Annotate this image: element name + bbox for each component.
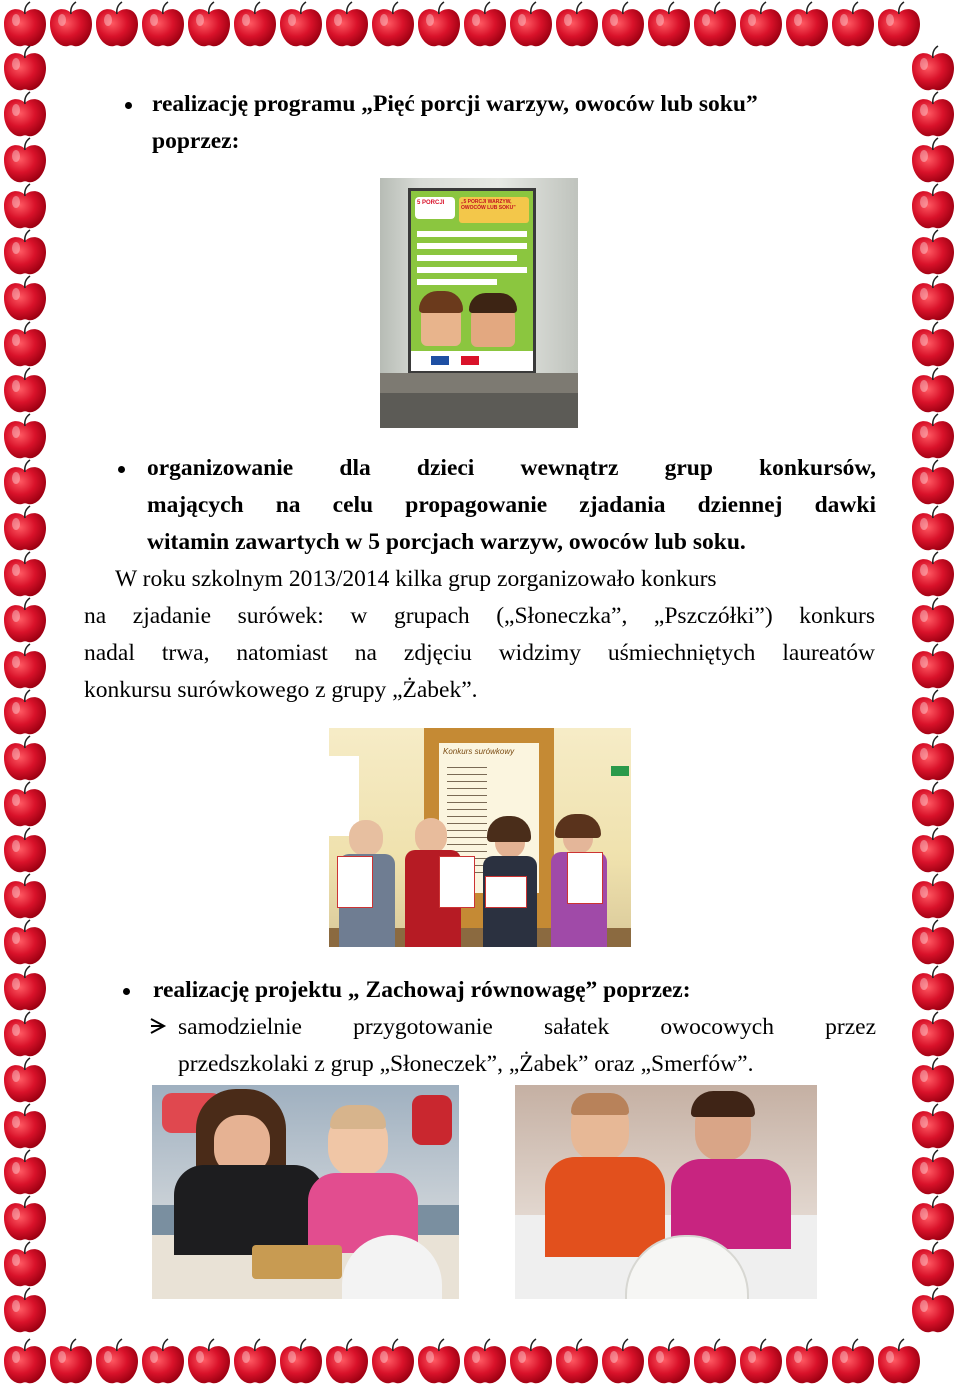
apple-icon (0, 688, 50, 738)
apple-icon (0, 734, 50, 784)
section3-sub-line2: przedszkolaki z grup „Słoneczek”, „Żabek” oraz „Smerfów”. (178, 1051, 754, 1077)
apple-icon (184, 1337, 234, 1387)
apple-icon (92, 0, 142, 50)
apple-icon (414, 0, 464, 50)
apple-icon (322, 0, 372, 50)
section3-heading: realizację projektu „ Zachowaj równowagę” poprzez: (153, 977, 691, 1003)
apple-icon (908, 550, 958, 600)
apple-icon (736, 1337, 786, 1387)
apple-icon (276, 1337, 326, 1387)
paragraph-line3: nadal trwa, natomiast na zdjęciu widzimy uśmiechniętych laureatów (84, 640, 875, 666)
apple-icon (138, 1337, 188, 1387)
apple-icon (828, 1337, 878, 1387)
apple-icon (908, 412, 958, 462)
apple-icon (0, 872, 50, 922)
section3-sub-line1: samodzielnie przygotowanie sałatek owocowych przez (178, 1014, 876, 1040)
apple-icon (506, 1337, 556, 1387)
salad-photo-left (152, 1085, 459, 1299)
apple-icon (0, 1240, 50, 1290)
section2-line3: witamin zawartych w 5 porcjach warzyw, owoców lub soku. (147, 529, 746, 555)
apple-icon (0, 964, 50, 1014)
apple-icon (0, 458, 50, 508)
apple-icon (460, 0, 510, 50)
apple-icon (828, 0, 878, 50)
apple-icon (46, 0, 96, 50)
apple-icon (908, 504, 958, 554)
apple-icon (414, 1337, 464, 1387)
apple-icon (276, 0, 326, 50)
apple-icon (230, 1337, 280, 1387)
apple-icon (460, 1337, 510, 1387)
section1-heading-line1: realizację programu „Pięć porcji warzyw, owoców lub soku” (152, 91, 758, 117)
apple-icon (908, 734, 958, 784)
apple-icon (908, 1148, 958, 1198)
arrow-bullet-icon (149, 1017, 167, 1035)
apple-icon (0, 596, 50, 646)
apple-icon (908, 688, 958, 738)
apple-icon (0, 182, 50, 232)
section1-heading-line2: poprzez: (152, 128, 240, 154)
poster-title: 5 PORCJI (417, 200, 445, 206)
apple-icon (598, 0, 648, 50)
apple-icon (0, 826, 50, 876)
apple-icon (0, 0, 50, 50)
apple-icon (368, 1337, 418, 1387)
apple-icon (184, 0, 234, 50)
apple-icon (908, 872, 958, 922)
apple-icon (0, 642, 50, 692)
apple-icon (782, 1337, 832, 1387)
apple-icon (908, 1102, 958, 1152)
apple-icon (0, 228, 50, 278)
poster-subtitle: „5 PORCJI WARZYW, OWOCÓW LUB SOKU” (461, 199, 516, 211)
apple-icon (908, 918, 958, 968)
apple-icon (908, 136, 958, 186)
apple-icon (0, 1194, 50, 1244)
apple-icon (92, 1337, 142, 1387)
apple-icon (644, 0, 694, 50)
apple-icon (552, 1337, 602, 1387)
apple-icon (908, 826, 958, 876)
salad-photo-right (515, 1085, 817, 1299)
apple-icon (908, 1010, 958, 1060)
bullet-icon (118, 466, 125, 473)
apple-icon (874, 1337, 924, 1387)
apple-icon (908, 642, 958, 692)
apple-icon (908, 366, 958, 416)
poster (408, 188, 536, 373)
apple-icon (0, 1056, 50, 1106)
apple-icon (736, 0, 786, 50)
apple-icon (908, 182, 958, 232)
apple-icon (0, 1337, 50, 1387)
apple-icon (690, 0, 740, 50)
apple-icon (874, 0, 924, 50)
apple-icon (0, 274, 50, 324)
apple-icon (0, 412, 50, 462)
apple-icon (138, 0, 188, 50)
paragraph-line2: na zjadanie surówek: w grupach („Słoneczka”, „Pszczółki”) konkurs (84, 603, 875, 629)
paragraph-line1: W roku szkolnym 2013/2014 kilka grup zorganizowało konkurs (115, 566, 717, 592)
apple-icon (908, 274, 958, 324)
bullet-icon (125, 102, 132, 109)
apple-icon (0, 320, 50, 370)
paragraph-line4: konkursu surówkowego z grupy „Żabek”. (84, 677, 478, 703)
apple-icon (908, 1240, 958, 1290)
apple-icon (644, 1337, 694, 1387)
apple-icon (46, 1337, 96, 1387)
apple-icon (908, 780, 958, 830)
board-title: Konkurs surówkowy (443, 747, 515, 756)
apple-icon (908, 228, 958, 278)
apple-icon (0, 1010, 50, 1060)
apple-icon (908, 1286, 958, 1336)
apple-icon (0, 90, 50, 140)
apple-icon (0, 1148, 50, 1198)
apple-icon (908, 320, 958, 370)
apple-icon (0, 1102, 50, 1152)
apple-icon (0, 44, 50, 94)
apple-icon (908, 90, 958, 140)
apple-icon (690, 1337, 740, 1387)
apple-icon (782, 0, 832, 50)
apple-icon (552, 0, 602, 50)
apple-icon (908, 596, 958, 646)
apple-icon (0, 1286, 50, 1336)
apple-icon (908, 1056, 958, 1106)
apple-icon (368, 0, 418, 50)
apple-icon (908, 458, 958, 508)
bullet-icon (123, 988, 130, 995)
apple-icon (0, 918, 50, 968)
section2-line1: organizowanie dla dzieci wewnątrz grup konkursów, (147, 455, 876, 481)
apple-icon (322, 1337, 372, 1387)
apple-icon (0, 366, 50, 416)
apple-icon (0, 136, 50, 186)
apple-icon (0, 504, 50, 554)
contest-photo (329, 728, 631, 947)
apple-icon (908, 964, 958, 1014)
apple-icon (230, 0, 280, 50)
apple-icon (506, 0, 556, 50)
apple-icon (908, 1194, 958, 1244)
apple-icon (0, 550, 50, 600)
apple-icon (0, 780, 50, 830)
apple-icon (908, 44, 958, 94)
section2-line2: mających na celu propagowanie zjadania dziennej dawki (147, 492, 876, 518)
apple-icon (598, 1337, 648, 1387)
poster-photo (380, 178, 578, 428)
